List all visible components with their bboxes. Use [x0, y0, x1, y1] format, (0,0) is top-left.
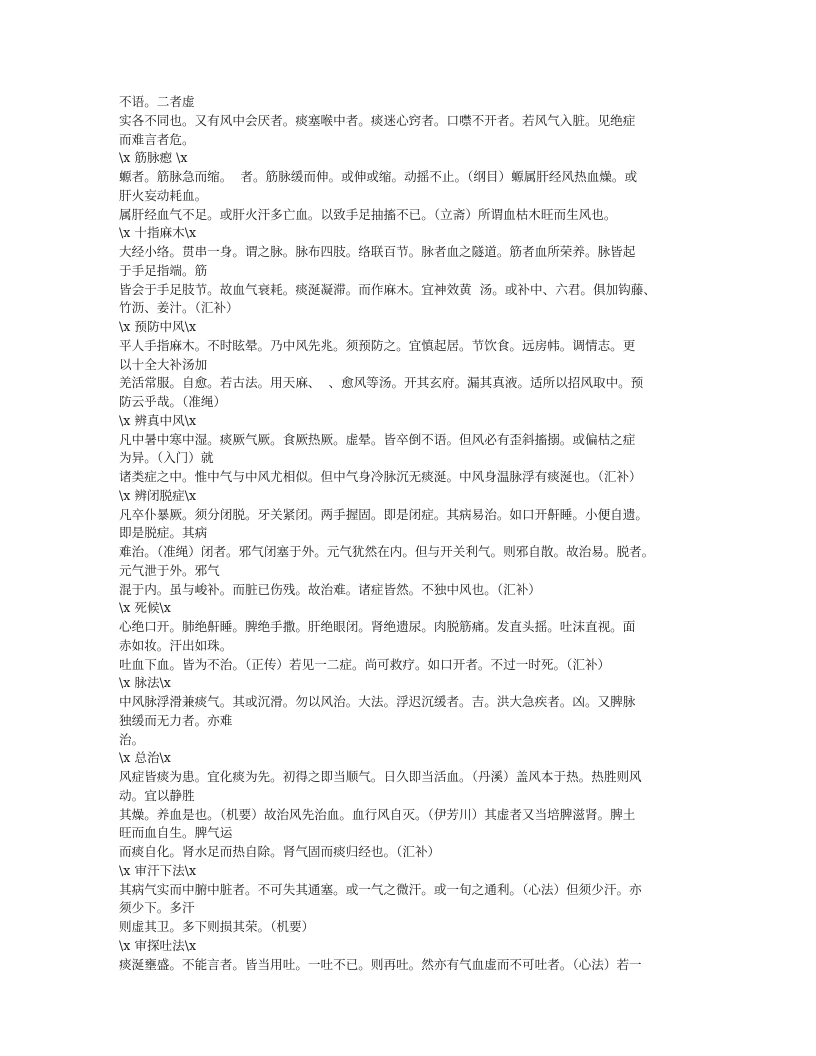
text-line: \x 死候\x	[119, 600, 171, 616]
text-line: \x 十指麻木\x	[119, 225, 197, 241]
text-line: 其燥。养血是也。（机要）故治风先治血。血行风自灭。（伊芳川）其虚者又当培脾滋肾。脾土	[119, 806, 636, 822]
text-line: 诸类症之中。惟中气与中风尤相似。但中气身冷脉沉无痰涎。中风身温脉浮有痰涎也。（汇补）	[119, 469, 642, 484]
text-line: 难治。（准绳）闭者。邪气闭塞于外。元气犹然在内。但与开关利气。则邪自散。故治易。脱者。	[119, 544, 655, 559]
text-line: \x 辨闭脱症\x	[119, 487, 197, 503]
text-line: 防云乎哉。（准绳）	[119, 394, 227, 409]
text-line: \x 审汗下法\x	[119, 862, 197, 878]
document-page	[119, 93, 699, 974]
text-line: 凡卒仆暴厥。须分闭脱。牙关紧闭。两手握固。即是闭症。其病易治。如口开鼾睡。小便自遗。	[119, 506, 648, 522]
text-line: 元气泄于外。邪气	[119, 562, 220, 578]
text-line: 心绝口开。肺绝鼾睡。脾绝手撒。肝绝眼闭。肾绝遗尿。肉脱筋痛。发直头摇。吐沫直视。面	[119, 619, 636, 634]
text-line: 混于内。虽与峻补。而脏已伤残。故治难。诸症皆然。不独中风也。（汇补）	[119, 581, 541, 597]
text-line: 吐血下血。皆为不治。（正传）若见一二症。尚可救疗。如口开者。不过一时死。（汇补）	[119, 656, 611, 672]
text-line: 治。	[119, 731, 145, 747]
text-line: 即是脱症。其病	[119, 525, 208, 541]
text-line: 平人手指麻木。不时眩晕。乃中风先兆。须预防之。宜慎起居。节饮食。远房帏。调情志。更	[119, 337, 636, 353]
text-line: 为异。（入门）就	[119, 450, 214, 466]
text-line: 风症皆痰为患。宜化痰为先。初得之即当顺气。日久即当活血。（丹溪）盖风本于热。热胜则风	[119, 769, 642, 784]
text-line: 痰涎壅盛。不能言者。皆当用吐。一吐不已。则再吐。然亦有气血虚而不可吐者。（心法）若一	[119, 956, 642, 972]
text-line: \x 审探吐法\x	[119, 937, 197, 953]
text-line: 羌活常服。自愈。若古法。用天麻、 、愈风等汤。开其玄府。漏其真液。适所以招风取中。预	[119, 375, 644, 391]
text-line: \x 辨真中风\x	[119, 412, 197, 428]
text-line: \x 总治\x	[119, 750, 171, 766]
text-line: 大经小络。贯串一身。谓之脉。脉布四肢。络联百节。脉者血之隧道。筋者血所荣养。脉皆起	[119, 244, 636, 259]
text-line: 而痰自化。肾水足而热自除。肾气固而痰归经也。（汇补）	[119, 844, 441, 859]
text-line: \x 筋脉瘛 \x	[119, 150, 188, 166]
text-line: 须少下。多汗	[119, 900, 195, 916]
text-line: 属肝经血气不足。或肝火汗多亡血。以致手足抽搐不已。（立斋）所谓血枯木旺而生风也。	[119, 206, 617, 222]
text-line: 则虚其卫。多下则损其荣。（机要）	[119, 919, 315, 934]
text-line: 于手足指端。筋	[119, 262, 208, 278]
text-line: 中风脉浮滑兼痰气。其或沉滑。勿以风治。大法。浮迟沉缓者。吉。洪大急疾者。凶。又脾脉	[119, 694, 636, 709]
text-line: 其病气实而中腑中脏者。不可失其通塞。或一气之微汗。或一旬之通利。（心法）但须少汗。亦	[119, 881, 642, 897]
text-line: 以十全大补汤加	[119, 356, 208, 372]
text-line: 螈者。筋脉急而缩。 者。筋脉缓而伸。或伸或缩。动摇不止。（纲目）螈属肝经风热血燥。或	[119, 169, 638, 184]
text-line: \x 脉法\x	[119, 675, 171, 691]
text-line: 凡中暑中寒中湿。痰厥气厥。食厥热厥。虚晕。皆卒倒不语。但风必有歪斜搐搦。或偏枯之症	[119, 431, 636, 447]
text-line: 不语。二者虚	[119, 94, 195, 109]
text-line: 皆会于手足肢节。故血气衰耗。痰涎凝滞。而作麻木。宜神效黄 汤。或补中、六君。俱加钩藤、	[119, 281, 656, 297]
text-line: 肝火妄动耗血。	[119, 187, 208, 203]
text-line: 赤如妆。汗出如珠。	[119, 637, 233, 653]
text-line: \x 预防中风\x	[119, 319, 197, 334]
text-line: 独缓而无力者。亦难	[119, 712, 233, 728]
text-line: 而难言者危。	[119, 131, 195, 147]
text-line: 实各不同也。又有风中会厌者。痰塞喉中者。痰迷心窍者。口噤不开者。若风气入脏。见绝症	[119, 112, 636, 128]
text-line: 动。宜以静胜	[119, 787, 195, 803]
text-line: 旺而血自生。脾气运	[119, 825, 233, 841]
text-line: 竹沥、姜汁。（汇补）	[119, 300, 239, 316]
